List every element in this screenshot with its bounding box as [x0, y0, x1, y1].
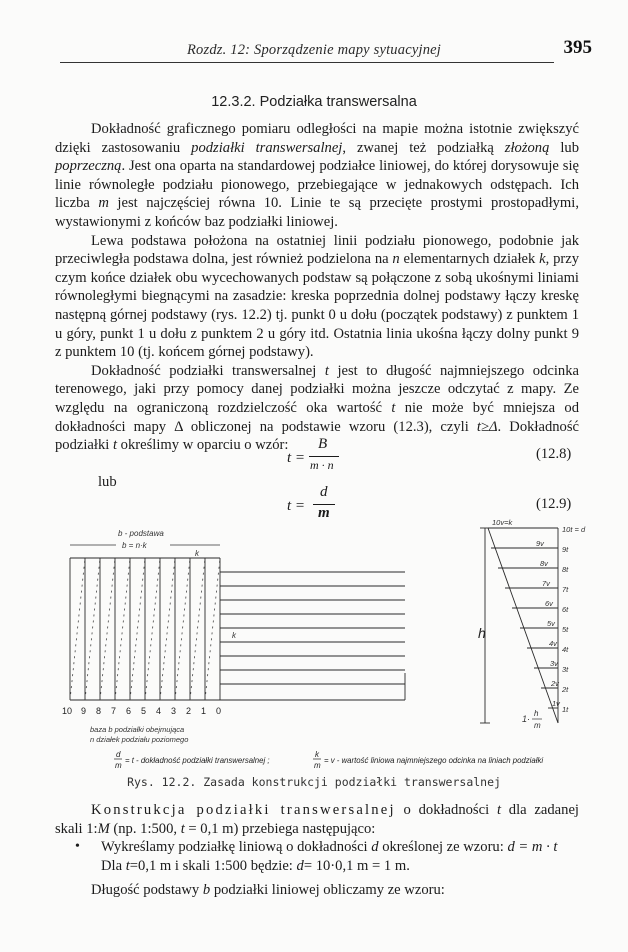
scale-number: 8	[96, 706, 102, 716]
t-label: 4t	[562, 645, 569, 654]
paragraph-4: Konstrukcja podziałki transwersalnej o dokładności t dla zadanej skali 1:M (np. 1:500, t = 0,1 m) przebiega następująco:	[55, 802, 579, 837]
label-top-mark: 10v=k	[492, 518, 513, 527]
v-label: 1v	[552, 699, 560, 708]
label-b-podstawa: b - podstawa	[118, 529, 164, 538]
bottom-scale-numbers	[62, 706, 221, 716]
label-h-over-m-num: h	[534, 709, 539, 718]
label-h: h	[478, 625, 486, 641]
v-label: 3v	[550, 659, 558, 668]
label-baza-line2: n działek podziału poziomego	[90, 735, 189, 744]
legend-frac2-den: m	[314, 761, 321, 770]
v-label: 7v	[542, 579, 550, 588]
formula-1-lhs: t =	[287, 450, 306, 466]
scale-number: 0	[216, 706, 222, 716]
paragraph-3: Dokładność podziałki transwersalnej t jest to długość najmniejszego odcinka terenowego, jaki przy pomocy danej podziałki można jeszcze odczytać z mapy. Ze względu na ograniczoną rozdzielczość oka wartość t nie może być mniejsza od dokładności mapy Δ obliczonej na podstawie wzoru (12.3), czyli t≥Δ. Dokładność podziałki t określimy w oparciu o wzór:	[55, 362, 580, 454]
scale-number: 1	[201, 706, 207, 716]
figure-svg	[60, 518, 586, 778]
legend-frac1-num: d	[116, 750, 121, 759]
formula-1-fraction-line	[309, 456, 339, 457]
label-h-over-m-den: m	[534, 721, 541, 730]
t-label: 2t	[562, 685, 569, 694]
header-rule	[60, 62, 554, 63]
scale-grid	[70, 558, 405, 700]
legend-frac1-den: m	[115, 761, 122, 770]
scale-number: 5	[141, 706, 147, 716]
figure-caption: Rys. 12.2. Zasada konstrukcji podziałki transwersalnej	[127, 775, 501, 789]
t-label: 7t	[562, 585, 569, 594]
scale-number: 10	[62, 706, 73, 716]
label-baza-line1: baza b podziałki obejmująca	[90, 725, 185, 734]
legend-text-1: = t - dokładność podziałki transwersalnej ;	[125, 756, 270, 765]
scale-number: 9	[81, 706, 87, 716]
label-k-top: k	[195, 549, 199, 558]
scale-number: 2	[186, 706, 192, 716]
scale-number: 3	[171, 706, 177, 716]
v-labels	[536, 539, 561, 708]
equation-number-12-8: (12.8)	[536, 446, 572, 462]
paragraph-1: Dokładność graficznego pomiaru odległości na mapie można istotnie zwiększyć dzięki zastosowaniu podziałki transwersalnej, zwanej też podziałką złożoną lub poprzeczną. Jest ona oparta na standardowej podziałce liniowej, do której dorysowuje się linie równoległe podziału pionowego, przebiegające w jednakowych odstępach. Ich liczba m jest najczęściej równa 10. Linie te są przecięte prostymi prostopadłymi, wystawionymi z końców baz podziałki liniowej.	[55, 121, 579, 230]
paragraph-5: Długość podstawy b podziałki liniowej obliczamy ze wzoru:	[91, 882, 445, 899]
equation-number-12-9: (12.9)	[536, 496, 572, 512]
running-header-title: Rozdz. 12: Sporządzenie mapy sytuacyjnej	[186, 42, 442, 58]
body-text-upper	[55, 120, 579, 455]
bullet-list	[55, 838, 579, 875]
formula-1-denominator: m · n	[310, 458, 334, 472]
formula-1-numerator: B	[318, 436, 328, 452]
connector-lub: lub	[98, 474, 117, 490]
label-b-eq: b = n·k	[122, 541, 147, 550]
page-number: 395	[563, 37, 592, 58]
v-label: 5v	[547, 619, 555, 628]
scale-number: 4	[156, 706, 162, 716]
v-label: 8v	[540, 559, 548, 568]
label-k-right: k	[232, 631, 236, 640]
label-one-prefix: 1·	[522, 714, 531, 724]
v-label: 9v	[536, 539, 544, 548]
paragraph-2: Lewa podstawa położona na ostatniej linii podziału pionowego, podobnie jak przeciwległa podstawa dolna, jest również podzielona na n elementarnych działek k, przy czym końce działek obu wycechowanych podstaw są połączone z sobą ukośnymi liniami równoległymi biegnącymi na zasadzie: kreska poprzednia dolnej podstawy łączy kreskę następną górnej podstawy (rys. 12.2) tj. punkt 0 u dołu (początek podstawy) z punktem 1 u góry, punkt 1 u dołu z punktem 2 u góry itd. Ostatnia linia ukośna łączy dolny punkt 9 z punktem 10 (tj. końcem górnej podstawy).	[55, 232, 580, 361]
t-label: 8t	[562, 565, 569, 574]
t-labels	[561, 545, 569, 714]
label-10t-d: 10t = d	[562, 525, 586, 534]
scale-number: 6	[126, 706, 132, 716]
formula-2-numerator: d	[320, 484, 328, 500]
v-label: 6v	[545, 599, 553, 608]
v-label: 2v	[551, 679, 559, 688]
formula-2-denominator: m	[318, 505, 330, 521]
t-label: 1t	[562, 705, 569, 714]
t-label: 3t	[562, 665, 569, 674]
bullet-item: • Wykreślamy podziałkę liniową o dokładności d określonej ze wzoru: d = m · t Dla t=0,1 m i skali 1:500 będzie: d= 10·0,1 m = 1 m.	[55, 838, 579, 875]
t-label: 9t	[562, 545, 569, 554]
scale-number: 7	[111, 706, 117, 716]
t-label: 6t	[562, 605, 569, 614]
section-title: 12.3.2. Podziałka transwersalna	[211, 94, 417, 110]
v-label: 4v	[549, 639, 557, 648]
legend-frac2-num: k	[315, 750, 319, 759]
body-text-lower	[55, 801, 579, 900]
t-label: 5t	[562, 625, 569, 634]
figure-transversal-scale	[60, 518, 586, 778]
formula-2-lhs: t =	[287, 498, 306, 514]
legend-text-2: = v - wartość liniowa najmniejszego odcinka na liniach podziałki	[324, 756, 544, 765]
